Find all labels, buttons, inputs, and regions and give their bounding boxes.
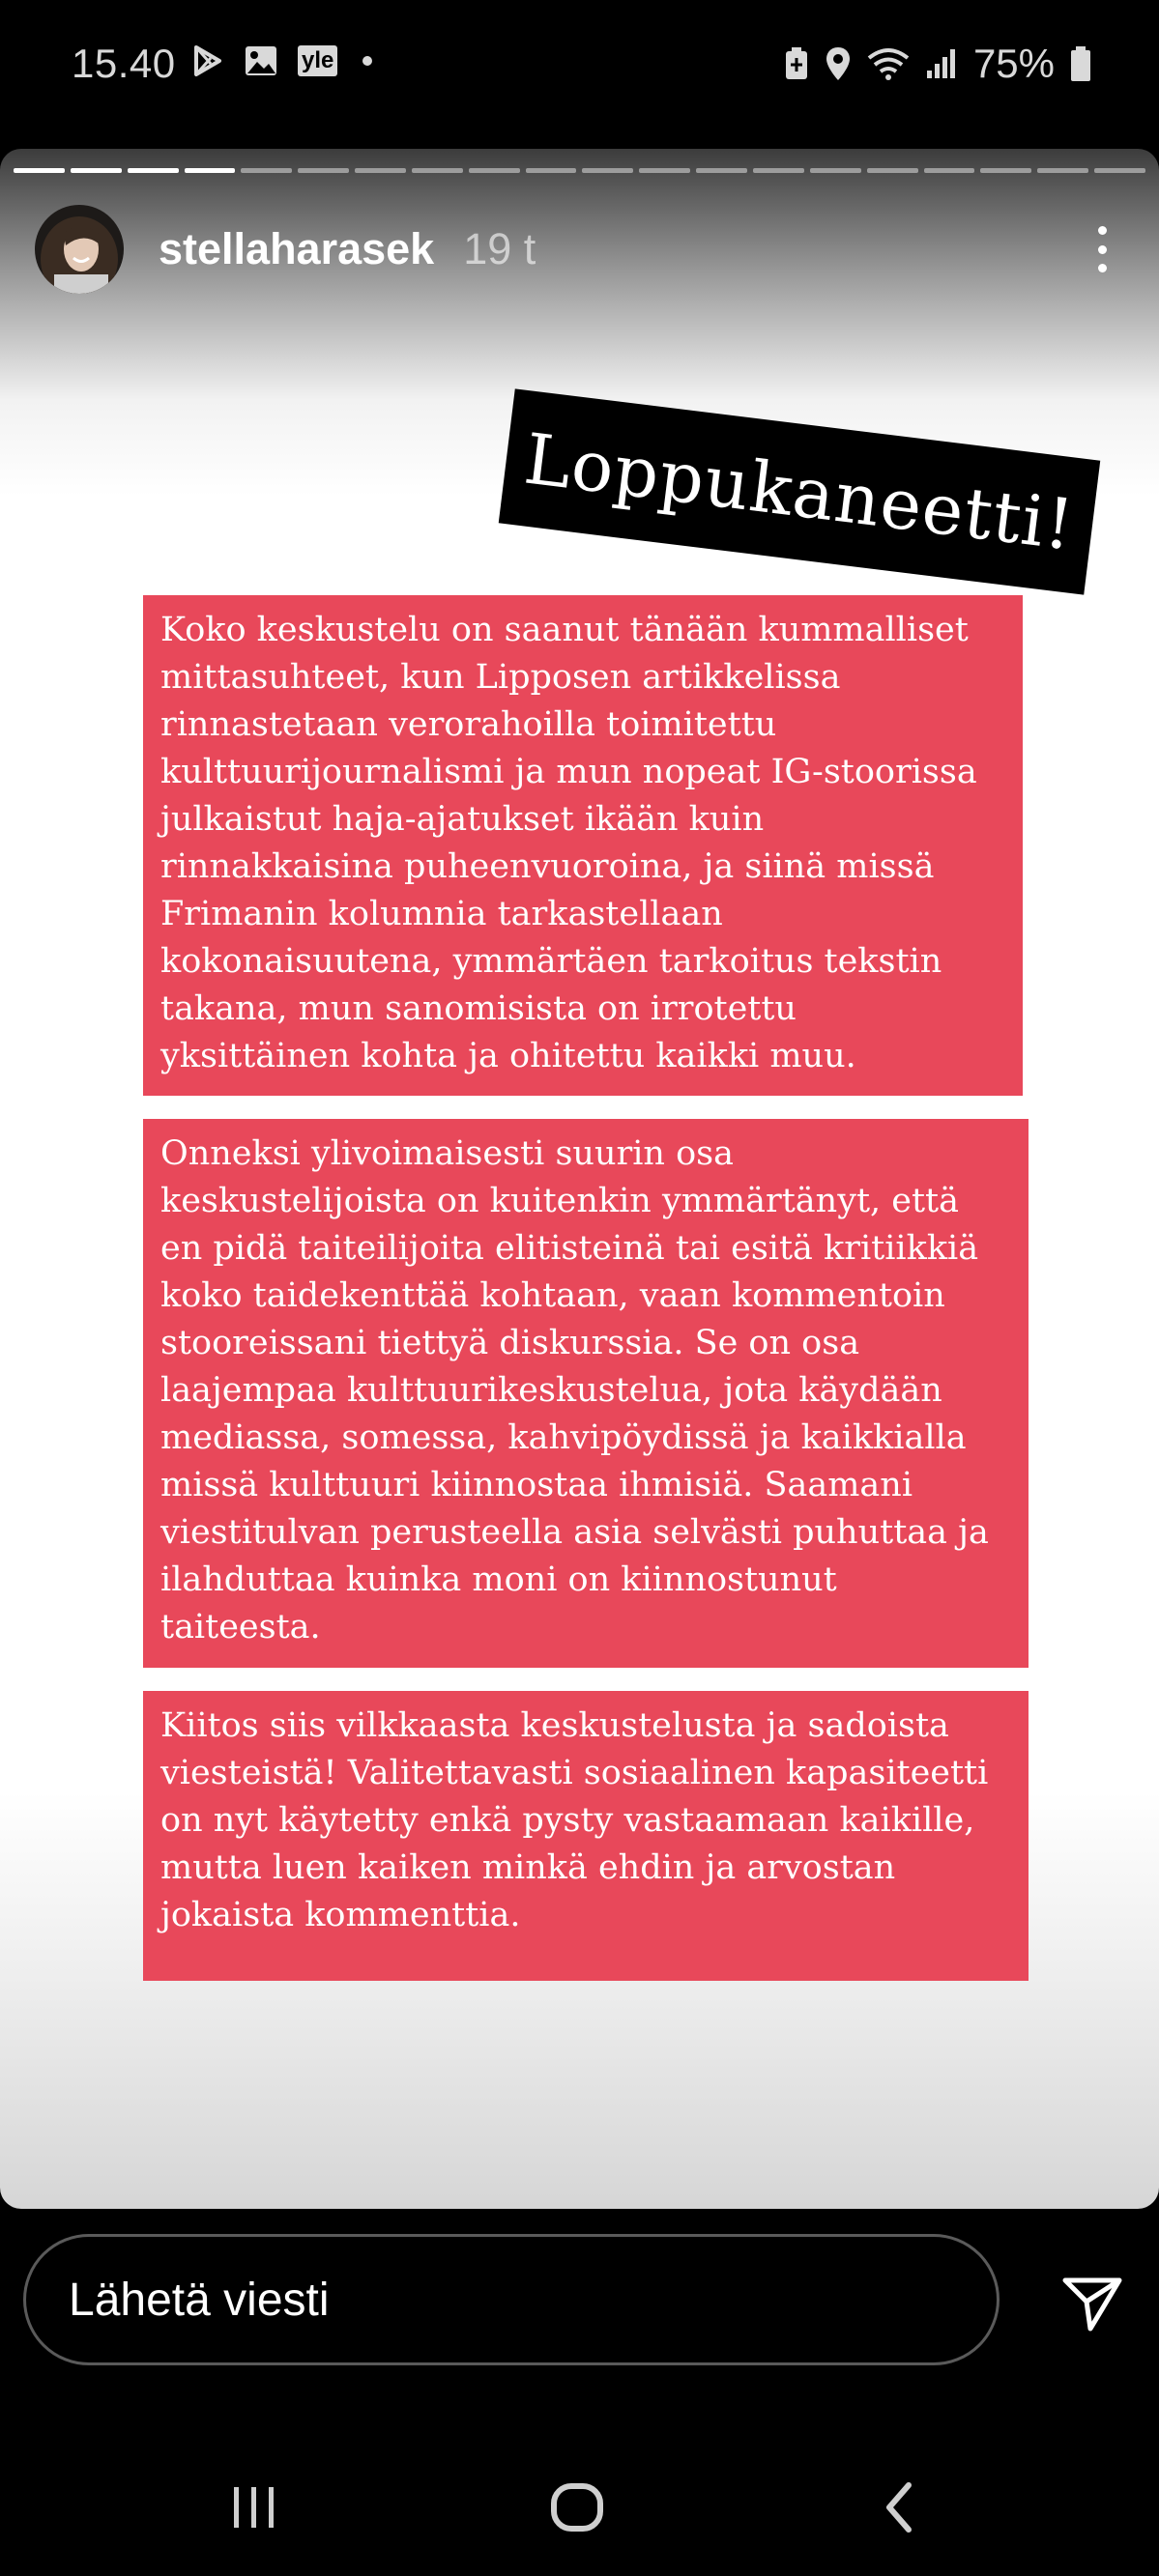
story-progress-segment bbox=[582, 168, 633, 173]
story-progress-segment bbox=[469, 168, 520, 173]
story-timestamp: 19 t bbox=[463, 224, 536, 273]
story-viewer[interactable] bbox=[0, 149, 1159, 2209]
yle-app-icon: yle bbox=[298, 45, 337, 76]
story-progress-bar bbox=[14, 168, 1145, 173]
story-progress-segment bbox=[185, 168, 236, 173]
story-progress-segment bbox=[980, 168, 1031, 173]
message-input-placeholder: Lähetä viesti bbox=[69, 2274, 330, 2326]
story-progress-segment bbox=[867, 168, 918, 173]
status-system-icons bbox=[784, 41, 1091, 87]
status-time: 15.40 bbox=[72, 41, 176, 86]
more-options-button[interactable] bbox=[1087, 220, 1116, 278]
recent-apps-icon[interactable] bbox=[220, 2474, 288, 2541]
story-progress-segment bbox=[412, 168, 463, 173]
image-icon bbox=[244, 44, 278, 77]
message-input[interactable] bbox=[23, 2234, 1000, 2365]
back-icon[interactable] bbox=[866, 2474, 934, 2541]
notification-dot bbox=[362, 56, 372, 66]
status-bar bbox=[0, 0, 1159, 135]
story-progress-segment bbox=[639, 168, 690, 173]
story-progress-segment bbox=[1094, 168, 1145, 173]
battery-percentage: 75% bbox=[972, 41, 1055, 86]
play-store-icon bbox=[191, 44, 224, 77]
story-text-box-3: Kiitos siis vilkkaasta keskustelusta ja sadoista viesteistä! Valitettavasti sosiaalinen kapasiteetti on nyt käytetty enkä pysty vastaamaan kaikille, mutta luen kaiken minkä ehdin ja arvostan jokaista kommenttia. bbox=[143, 1691, 1029, 1981]
story-progress-segment bbox=[526, 168, 577, 173]
location-icon bbox=[825, 45, 852, 82]
story-username[interactable]: stellaharasek bbox=[159, 224, 435, 273]
more-dot-icon bbox=[1098, 264, 1107, 272]
story-progress-segment bbox=[14, 168, 65, 173]
story-header bbox=[35, 203, 1124, 296]
story-progress-segment bbox=[1037, 168, 1088, 173]
send-icon[interactable] bbox=[1061, 2273, 1123, 2334]
battery-icon bbox=[1070, 45, 1091, 82]
avatar[interactable] bbox=[35, 205, 124, 294]
system-navigation-bar bbox=[0, 2435, 1159, 2576]
story-progress-segment bbox=[241, 168, 292, 173]
story-text-box-1: Koko keskustelu on saanut tänään kummalliset mittasuhteet, kun Lipposen artikkelissa rinnastetaan verorahoilla toimitettu kulttuurijournalismi ja mun nopeat IG-stoorissa julkaistut haja-ajatukset ikään kuin rinnakkaisina puheenvuoroina, ja siinä missä Frimanin kolumnia tarkastellaan kokonaisuutena, ymmärtäen tarkoitus tekstin takana, mun sanomisista on irrotettu yksittäinen kohta ja ohitettu kaikki muu. bbox=[143, 595, 1023, 1096]
wifi-icon bbox=[867, 46, 910, 81]
more-dot-icon bbox=[1098, 226, 1107, 235]
story-text-box-2: Onneksi ylivoimaisesti suurin osa keskustelijoista on kuitenkin ymmärtänyt, että en pidä taiteilijoita elitisteinä tai esitä kritiikkiä koko taidekenttää kohtaan, vaan kommentoin stooreissani tiettyä diskurssia. Se on osa laajempaa kulttuurikeskustelua, jota käydään mediassa, somessa, kahvipöydissä ja kaikkialla missä kulttuuri kiinnostaa ihmisiä. Saamani viestitulvan perusteella asia selvästi puhuttaa ja ilahduttaa kuinka moni on kiinnostunut taiteesta. bbox=[143, 1119, 1029, 1668]
story-progress-segment bbox=[810, 168, 861, 173]
story-progress-segment bbox=[71, 168, 122, 173]
title-sticker: Loppukaneetti! bbox=[499, 388, 1101, 594]
story-progress-segment bbox=[696, 168, 747, 173]
signal-icon bbox=[925, 47, 958, 80]
status-notification-icons bbox=[191, 44, 372, 77]
story-progress-segment bbox=[128, 168, 179, 173]
story-progress-segment bbox=[298, 168, 349, 173]
story-progress-segment bbox=[753, 168, 804, 173]
home-icon[interactable] bbox=[543, 2474, 611, 2541]
more-dot-icon bbox=[1098, 245, 1107, 254]
story-progress-segment bbox=[355, 168, 406, 173]
story-progress-segment bbox=[924, 168, 975, 173]
battery-saver-icon bbox=[784, 46, 809, 81]
